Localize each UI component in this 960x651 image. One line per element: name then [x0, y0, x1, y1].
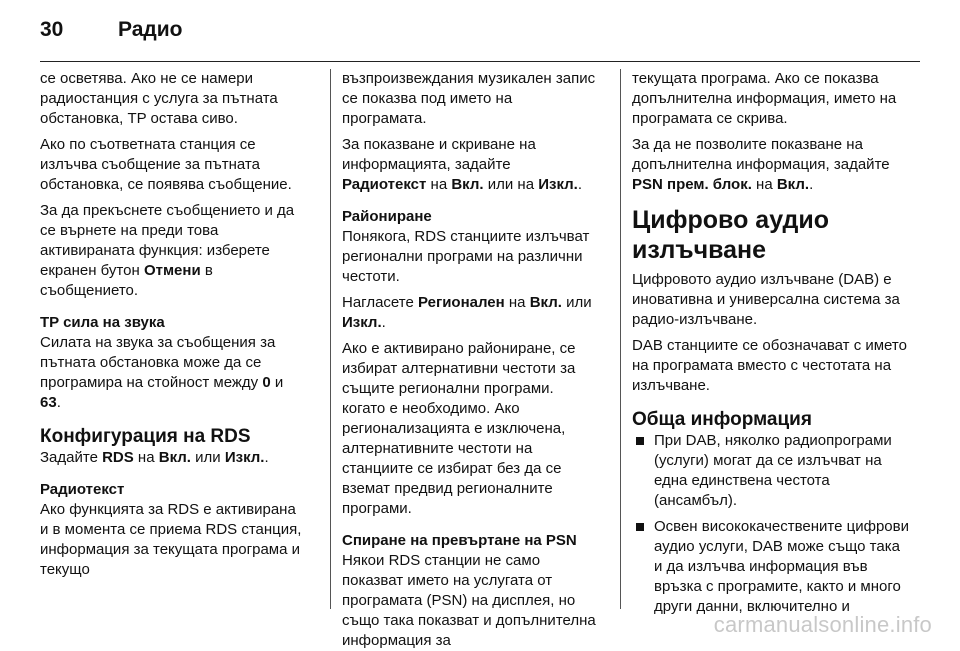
square-bullet-icon: [636, 437, 644, 445]
heading-dab: Цифрово аудио излъчване: [632, 206, 829, 264]
square-bullet-icon: [636, 523, 644, 531]
page-title: Радио: [118, 18, 183, 41]
paragraph: Задайте RDS на Вкл. или Изкл..: [40, 449, 269, 466]
cancel-label: Отмени: [143, 262, 201, 279]
list-item: При DAB, няколко радиопрограми (услуги) могат да се излъчват на една единствена честота (ансамбъл).: [632, 431, 911, 511]
paragraph: Силата на звука за съобщения за пътната обстановка може да се програмира на стойност между 0 и 63.: [40, 334, 284, 411]
header-rule: [40, 61, 920, 62]
watermark: carmanualsonline.info: [713, 612, 932, 637]
list-item: Освен висококачествените цифрови аудио услуги, DAB може също така и да излъчва информация във връзка с програмите, както и много други данни, включително и: [632, 517, 911, 617]
paragraph: Понякога, RDS станциите излъчват регионални програми на различни честоти.: [342, 228, 590, 285]
column-1: [40, 69, 308, 586]
heading-rds-config: Конфигурация на RDS: [40, 426, 251, 447]
subheading-regionalisation: Райониране: [342, 208, 432, 225]
page-header: [40, 18, 182, 50]
column-2: [330, 69, 599, 649]
paragraph: Нагласете Регионален на Вкл. или Изкл..: [342, 294, 592, 331]
subheading-tp-volume: TP сила на звука: [40, 314, 165, 331]
heading-general-info: Обща информация: [632, 409, 812, 430]
paragraph: Някои RDS станции не само показват името на услугата от програмата (PSN) на дисплея, но също така показват и допълнителна информация за: [342, 552, 596, 649]
paragraph: възпроизвеждания музикален запис се показва под името на програмата.: [342, 70, 596, 127]
paragraph: се осветява. Ако не се намери радиостанция с услуга за пътната обстановка, TP остава сиво.: [40, 70, 278, 127]
bullet-list: [632, 431, 911, 617]
page-number: 30: [40, 18, 64, 41]
paragraph: За да не позволите показване на допълнителна информация, задайте PSN прем. блок. на Вкл..: [632, 136, 890, 193]
subheading-radiotext: Радиотекст: [40, 481, 125, 498]
paragraph: Ако е активирано райониране, се избират алтернативни честоти за същите регионални програми. когато е необходимо. Ако регионализацията е изключена, алтернативните честоти на станциите се избират без да се вземат предвид регионалните програми.: [342, 340, 576, 517]
paragraph: За показване и скриване на информацията, задайте Радиотекст на Вкл. или на Изкл..: [342, 136, 583, 193]
column-3: [620, 69, 911, 615]
subheading-psn-scroll: Спиране на превъртане на PSN: [342, 532, 577, 549]
paragraph: За да прекъснете съобщението и да се върнете на преди това активираната функция: изберете екранен бутон Отмени в съобщението.: [40, 202, 295, 299]
paragraph: Ако функцията за RDS е активирана и в момента се приема RDS станция, информация за текущата програма и текущо: [40, 501, 302, 578]
paragraph: текущата програма. Ако се показва допълнителна информация, името на програмата се скрива.: [632, 70, 897, 127]
paragraph: Цифровото аудио излъчване (DAB) е иновативна и универсална система за радио-излъчване.: [632, 271, 900, 328]
paragraph: Ако по съответната станция се излъчва съобщение за пътната обстановка, се появява съобщение.: [40, 136, 292, 193]
paragraph: DAB станциите се обозначават с името на програмата вместо с честотата на излъчване.: [632, 337, 907, 394]
